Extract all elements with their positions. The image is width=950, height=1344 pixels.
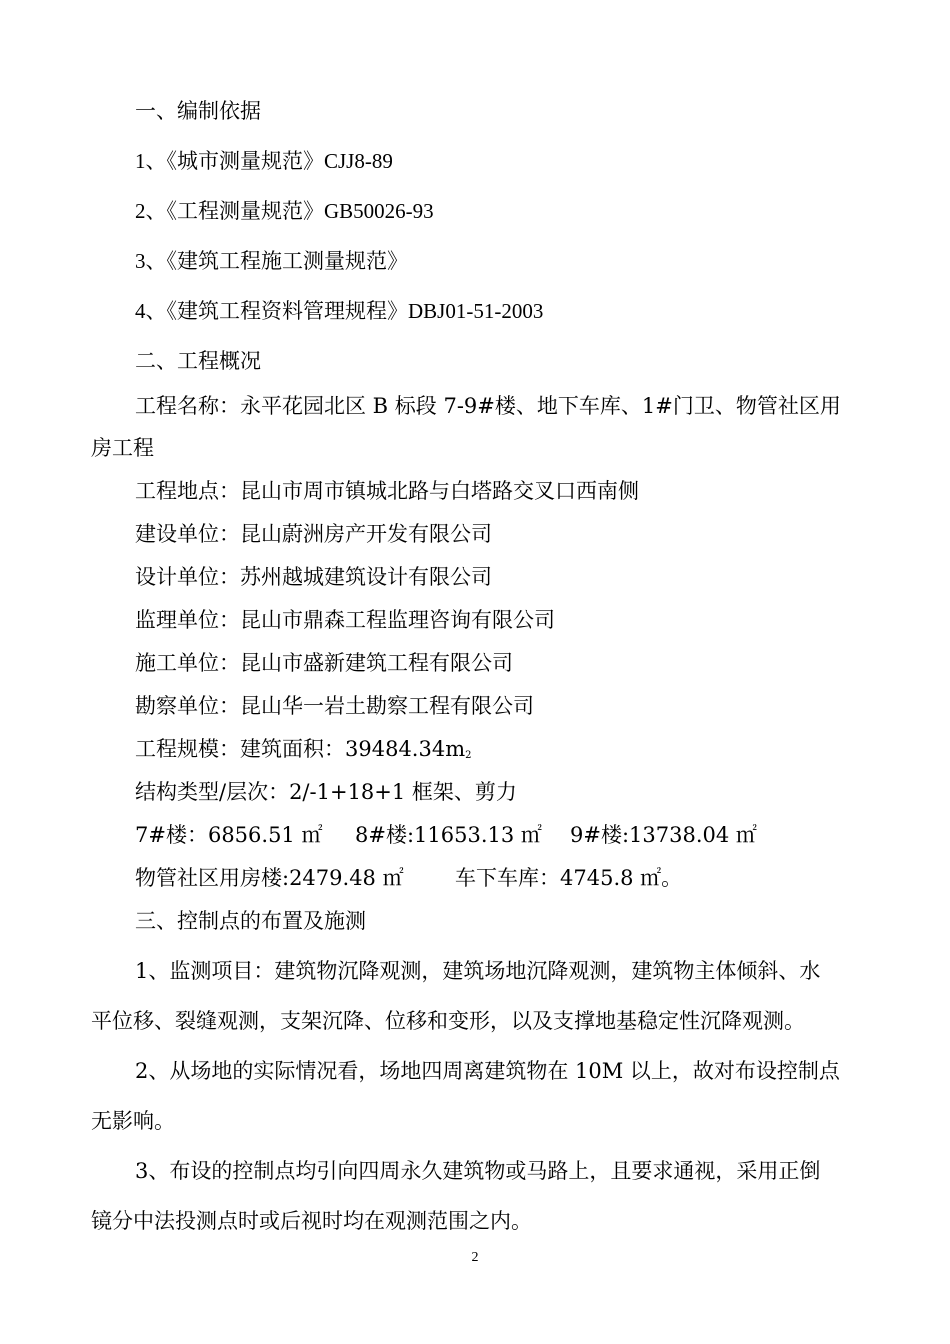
basis-item-3: 3、《建筑工程施工测量规范》 <box>135 249 408 273</box>
section-heading-overview: 二、工程概况 <box>135 349 261 373</box>
page-number: 2 <box>471 1250 479 1265</box>
design-unit: 设计单位：苏州越城建筑设计有限公司 <box>135 565 492 589</box>
structure-type: 结构类型/层次：2/-1+18+1 框架、剪力 <box>135 780 517 804</box>
area-underground-garage: 车下车库：4745.8 ㎡。 <box>455 866 683 890</box>
developer-unit: 建设单位：昆山蔚洲房产开发有限公司 <box>135 522 492 546</box>
area-building-7: 7#楼：6856.51 ㎡ <box>135 823 323 847</box>
basis-item-2: 2、《工程测量规范》GB50026-93 <box>135 199 434 223</box>
monitoring-items-line1: 1、监测项目：建筑物沉降观测，建筑场地沉降观测，建筑物主体倾斜、水 <box>135 959 821 983</box>
project-name-line2: 房工程 <box>91 436 154 460</box>
building-areas-row-1 <box>0 821 950 849</box>
site-conditions-line2: 无影响。 <box>91 1109 175 1133</box>
control-points-line2: 镜分中法投测点时或后视时均在观测范围之内。 <box>91 1209 532 1233</box>
project-location: 工程地点：昆山市周市镇城北路与白塔路交叉口西南侧 <box>135 479 639 503</box>
section-heading-basis: 一、编制依据 <box>135 99 261 123</box>
area-building-8: 8#楼:11653.13 ㎡ <box>355 823 542 847</box>
basis-item-1: 1、《城市测量规范》CJJ8-89 <box>135 149 393 173</box>
project-name-line1: 工程名称：永平花园北区 B 标段 7-9#楼、地下车库、1#门卫、物管社区用 <box>135 394 841 418</box>
project-scale <box>135 735 472 770</box>
project-scale-superscript: 2 <box>465 750 472 761</box>
area-building-9: 9#楼:13738.04 ㎡ <box>570 823 757 847</box>
area-community-building: 物管社区用房楼:2479.48 ㎡ <box>135 866 404 890</box>
control-points-line1: 3、布设的控制点均引向四周永久建筑物或马路上，且要求通视，采用正倒 <box>135 1159 821 1183</box>
monitoring-items-line2: 平位移、裂缝观测，支架沉降、位移和变形，以及支撑地基稳定性沉降观测。 <box>91 1009 805 1033</box>
section-heading-control: 三、控制点的布置及施测 <box>135 909 366 933</box>
site-conditions-line1: 2、从场地的实际情况看，场地四周离建筑物在 10M 以上，故对布设控制点 <box>135 1059 840 1083</box>
survey-unit: 勘察单位：昆山华一岩土勘察工程有限公司 <box>135 694 534 718</box>
construction-unit: 施工单位：昆山市盛新建筑工程有限公司 <box>135 651 513 675</box>
building-areas-row-2 <box>0 864 950 892</box>
basis-item-4: 4、《建筑工程资料管理规程》DBJ01-51-2003 <box>135 299 544 323</box>
project-scale-text: 工程规模：建筑面积：39484.34m <box>135 737 466 761</box>
supervision-unit: 监理单位：昆山市鼎森工程监理咨询有限公司 <box>135 608 555 632</box>
